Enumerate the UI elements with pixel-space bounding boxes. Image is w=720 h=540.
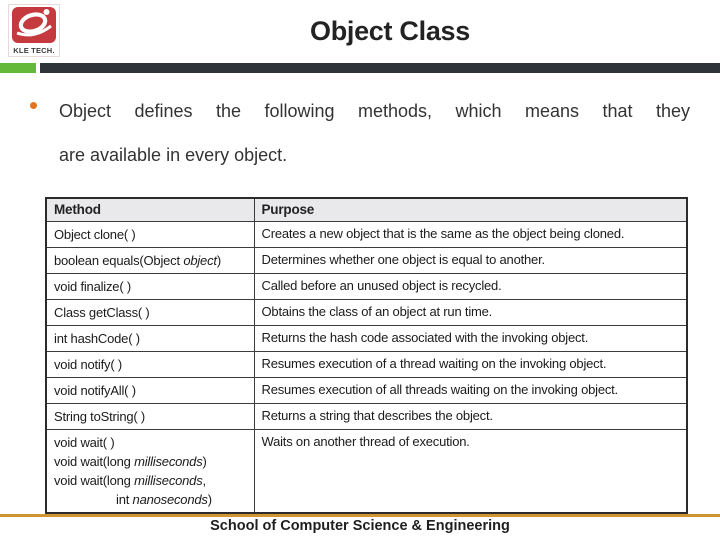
method-cell: String toString( ) xyxy=(46,404,254,430)
method-cell: void notifyAll( ) xyxy=(46,378,254,404)
purpose-cell: Creates a new object that is the same as the object being cloned. xyxy=(254,222,687,248)
table-row xyxy=(46,430,687,514)
logo-brand-text: KLE TECH. xyxy=(13,46,55,55)
table-row xyxy=(46,248,687,274)
purpose-cell: Resumes execution of a thread waiting on the invoking object. xyxy=(254,352,687,378)
bullet-line: Object defines the following methods, which means that they xyxy=(59,101,690,121)
method-cell: void finalize( ) xyxy=(46,274,254,300)
purpose-cell: Determines whether one object is equal to another. xyxy=(254,248,687,274)
purpose-column-header: Purpose xyxy=(254,198,687,222)
purpose-cell: Returns the hash code associated with the invoking object. xyxy=(254,326,687,352)
purpose-cell: Returns a string that describes the object. xyxy=(254,404,687,430)
bullet-paragraph xyxy=(59,89,690,177)
q-swoosh-icon xyxy=(12,5,56,46)
methods-table-body xyxy=(46,222,687,514)
table-header-row xyxy=(46,198,687,222)
purpose-cell: Obtains the class of an object at run time. xyxy=(254,300,687,326)
method-column-header: Method xyxy=(46,198,254,222)
logo-red-badge xyxy=(12,7,56,43)
table-row xyxy=(46,352,687,378)
method-cell: void wait( ) void wait(long milliseconds) void wait(long milliseconds, int nanoseconds) xyxy=(46,430,254,514)
footer-divider-line xyxy=(0,514,720,517)
table-row xyxy=(46,222,687,248)
method-cell: void notify( ) xyxy=(46,352,254,378)
footer-text: School of Computer Science & Engineering xyxy=(210,518,510,534)
purpose-cell: Waits on another thread of execution. xyxy=(254,430,687,514)
method-cell: boolean equals(Object object) xyxy=(46,248,254,274)
table-row xyxy=(46,404,687,430)
table-row xyxy=(46,326,687,352)
page-title: Object Class xyxy=(310,16,470,46)
header-green-bar xyxy=(0,63,36,73)
bullet-icon xyxy=(30,102,37,109)
header-dark-bar xyxy=(40,63,720,73)
table-row xyxy=(46,378,687,404)
purpose-cell: Resumes execution of all threads waiting on the invoking object. xyxy=(254,378,687,404)
table-row xyxy=(46,300,687,326)
kle-tech-logo xyxy=(8,4,60,57)
bullet-line: are available in every object. xyxy=(59,145,288,165)
methods-table xyxy=(45,197,688,514)
table-row xyxy=(46,274,687,300)
method-cell: Object clone( ) xyxy=(46,222,254,248)
method-cell: int hashCode( ) xyxy=(46,326,254,352)
purpose-cell: Called before an unused object is recycled. xyxy=(254,274,687,300)
method-cell: Class getClass( ) xyxy=(46,300,254,326)
